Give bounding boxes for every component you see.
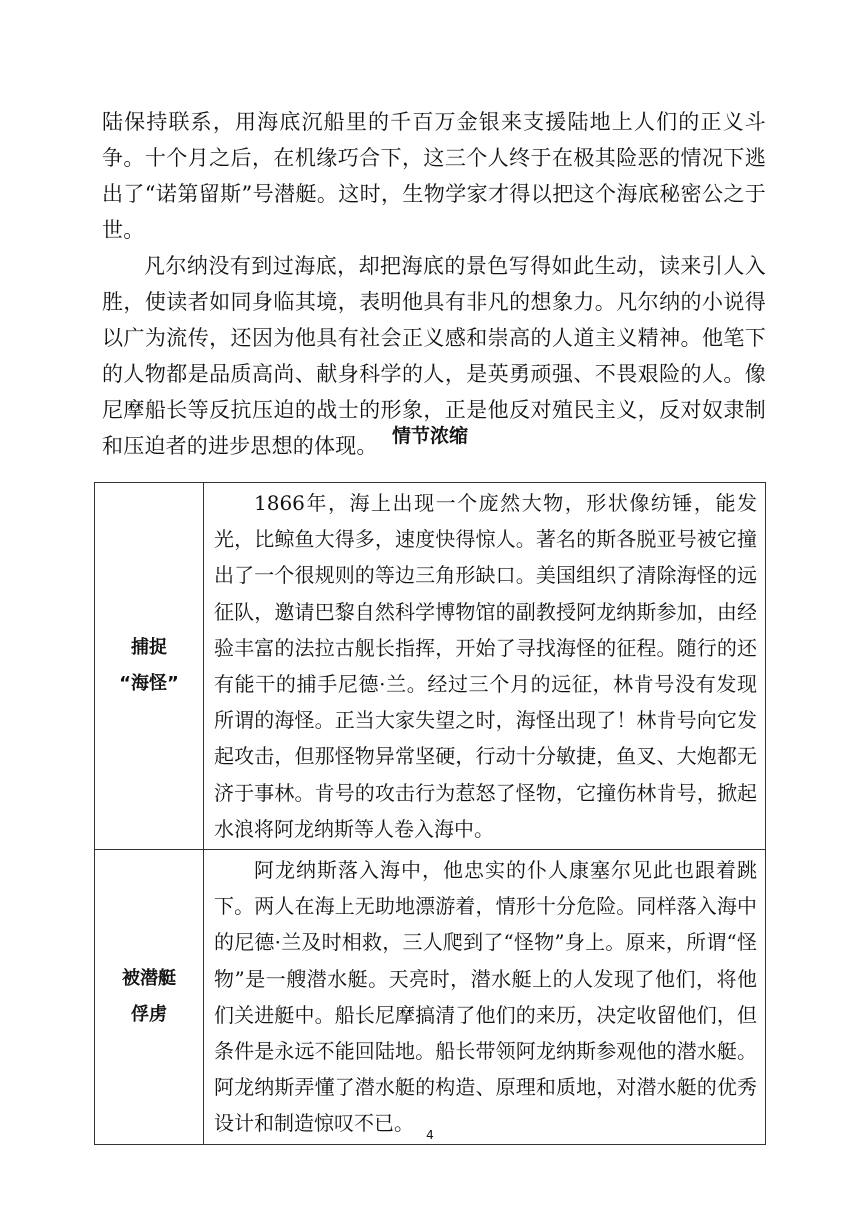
- table-row: [95, 850, 766, 1145]
- row-label-line: 捕捉: [131, 637, 167, 659]
- section-title: 情节浓缩: [391, 425, 468, 447]
- intro-paragraph-2: 凡尔纳没有到过海底，却把海底的景色写得如此生动，读来引人入胜，使读者如同身临其境，表明他具有非凡的想象力。凡尔纳的小说得以广为流传，还因为他具有社会正义感和崇高的人道主义精神。他笔下的人物都是品质高尚、献身科学的人，是英勇顽强、不畏艰险的人。像尼摩船长等反抗压迫的战士的形象，正是他反对殖民主义，反对奴隶制和压迫者的进步思想的体现。: [102, 254, 766, 458]
- row-content-cell: [204, 483, 766, 850]
- row-label-cell: [95, 850, 204, 1145]
- row-content-text: 1866年，海上出现一个庞然大物，形状像纺锤，能发光，比鲸鱼大得多，速度快得惊人。著名的斯各脱亚号被它撞出了一个很规则的等边三角形缺口。美国组织了清除海怪的远征队，邀请巴黎自然科学博物馆的副教授阿龙纳斯参加，由经验丰富的法拉古舰长指挥，开始了寻找海怪的征程。随行的还有能干的捕手尼德·兰。经过三个月的远征，林肯号没有发现所谓的海怪。正当大家失望之时，海怪出现了！林肯号向它发起攻击，但那怪物异常坚硬，行动十分敏捷，鱼叉、大炮都无济于事林。肯号的攻击行为惹怒了怪物，它撞伤林肯号，掀起水浪将阿龙纳斯等人卷入海中。: [214, 491, 757, 841]
- row-label-line: 俘虏: [131, 1003, 167, 1025]
- plot-summary-table: [94, 482, 766, 1145]
- page-number: 4: [426, 1128, 434, 1142]
- row-label-cell: [95, 483, 204, 850]
- intro-text: [102, 104, 766, 464]
- intro-paragraph-1: 陆保持联系，用海底沉船里的千百万金银来支援陆地上人们的正义斗争。十个月之后，在机缘巧合下，这三个人终于在极其险恶的情况下逃出了“诺第留斯”号潜艇。这时，生物学家才得以把这个海底秘密公之于世。: [102, 110, 766, 242]
- row-content-cell: [204, 850, 766, 1145]
- table-row: [95, 483, 766, 850]
- row-label-line: “海怪”: [119, 673, 179, 695]
- row-label-line: 被潜艇: [122, 967, 176, 989]
- row-content-text: 阿龙纳斯落入海中，他忠实的仆人康塞尔见此也跟着跳下。两人在海上无助地漂游着，情形十分危险。同样落入海中的尼德·兰及时相救，三人爬到了“怪物”身上。原来，所谓“怪物”是一艘潜水艇。天亮时，潜水艇上的人发现了他们，将他们关进艇中。船长尼摩搞清了他们的来历，决定收留他们，但条件是永远不能回陆地。船长带领阿龙纳斯参观他的潜水艇。阿龙纳斯弄懂了潜水艇的构造、原理和质地，对潜水艇的优秀设计和制造惊叹不已。: [214, 858, 757, 1136]
